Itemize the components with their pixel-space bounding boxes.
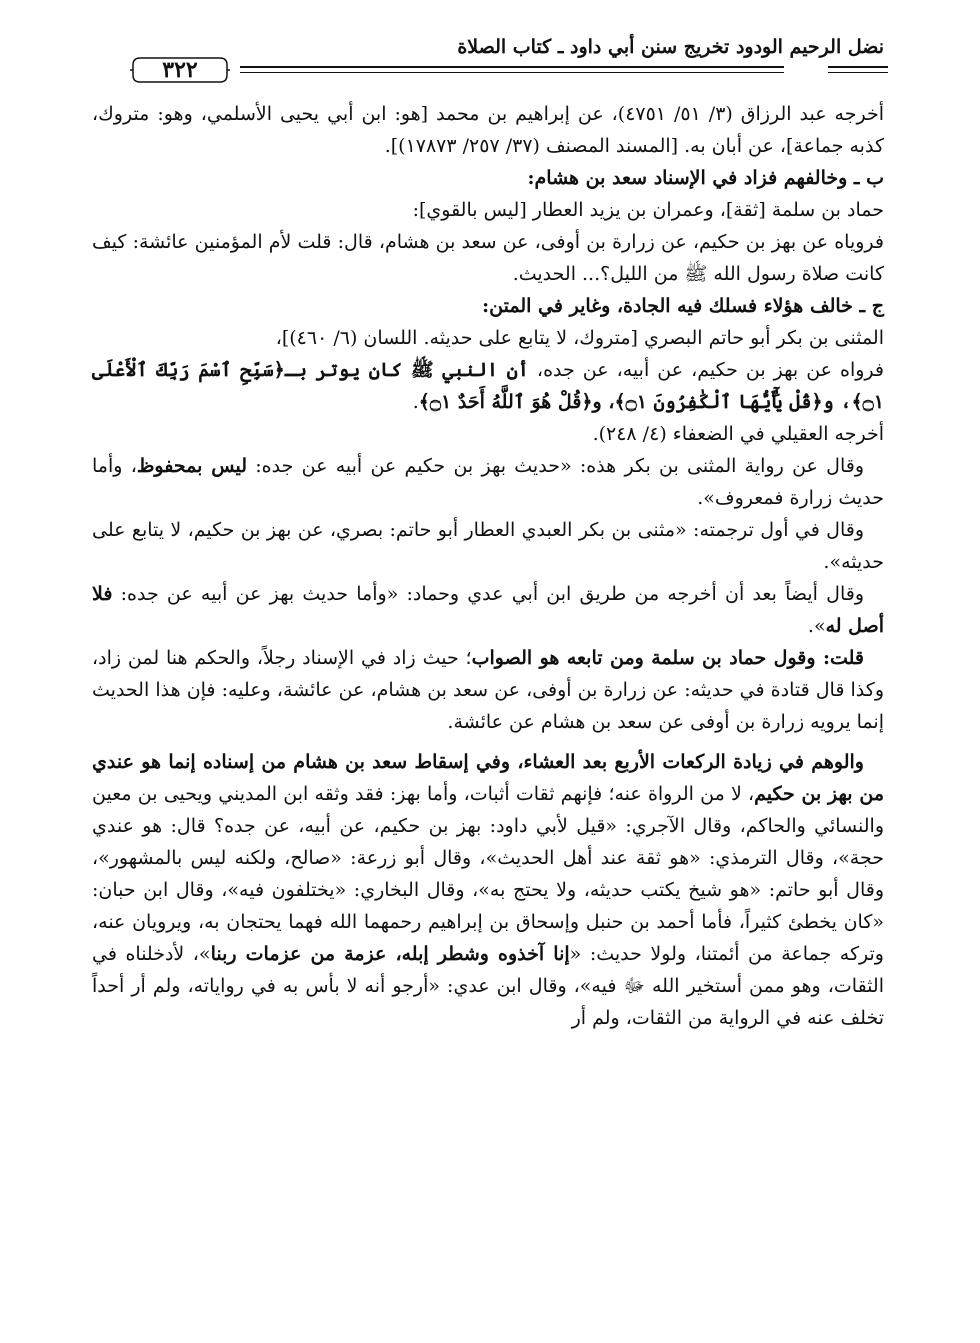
paragraph-takhrij-abdurrazzaq [92, 98, 884, 162]
paragraph-uqayli [92, 418, 884, 450]
text-run-bold: ليس بمحفوظ [136, 455, 247, 477]
header-rule-right-thin [828, 72, 888, 73]
paragraph-uqayli-qawl-3 [92, 578, 884, 642]
text-run: حماد بن سلمة [ثقة]، وعمران بن يزيد العطار [ليس بالقوي]: [412, 199, 884, 221]
paragraph-wahm-bahz [92, 746, 884, 1034]
paragraph-uqayli-qawl-2 [92, 514, 884, 578]
text-run: المثنى بن بكر أبو حاتم البصري [متروك، لا يتابع على حديثه. اللسان (٦/ ٤٦٠)]، [275, 327, 884, 349]
text-run: . [412, 391, 419, 413]
text-run: وقال في أول ترجمته: «مثنى بن بكر العبدي العطار أبو حاتم: بصري، عن بهز بن حكيم، لا يتابع على حديثه». [92, 519, 884, 573]
text-run-bold: والوهم في زيادة الركعات الأربع بعد العشاء، وفي إسقاط سعد بن هشام من إسناده إنما هو عندي من بهز بن حكيم [92, 751, 884, 805]
paragraph-qultu [92, 642, 884, 738]
text-run-bold: قلت: [815, 647, 865, 669]
text-run: ، لا من الرواة عنه؛ فإنهم ثقات أثبات، وأما بهز: فقد وثقه ابن المديني ويحيى بن معين والنسائي والحاكم، وقال الآجري: «قيل لأبي داود: بهز بن حكيم، عن أبيه، عن جده؟ قال: هو عندي حجة»، وقال الترمذي: «هو ثقة عند أهل الحديث»، وقال أبو زرعة: «صالح، ولكنه ليس بالمشهور»، وقال أبو حاتم: «هو شيخ يكتب حديثه، ولا يحتج به»، وقال البخاري: «يختلفون فيه»، وقال ابن حبان: «كان يخطئ كثيراً، فأما أحمد بن حنبل وإسحاق بن إبراهيم رحمهما الله فهما يحتجان به، ويرويان عنه، وتركه جماعة من أئمتنا، ولولا حديث: « [92, 783, 884, 965]
paragraph-muthanna [92, 322, 884, 354]
paragraph-witr-hadith [92, 354, 884, 418]
text-run: وقال عن رواية المثنى بن بكر هذه: «حديث بهز بن حكيم عن أبيه عن جده: [246, 455, 864, 477]
text-run: ج ـ خالف هؤلاء فسلك فيه الجادة، وغاير في المتن: [482, 295, 884, 317]
text-run: أخرجه العقيلي في الضعفاء (٤/ ٢٤٨). [592, 423, 884, 445]
text-run: ؛ حيث زاد في الإسناد رجلاً، والحكم هنا لمن زاد، وكذا قال قتادة في حديثه: عن زرارة بن أوفى، عن سعد بن هشام، عن عائشة، وعليه: فإن هذا الحديث إنما يرويه زرارة بن أوفى عن سعد بن هشام عن عائشة. [92, 647, 884, 733]
text-run: أخرجه عبد الرزاق (٣/ ٥١/ ٤٧٥١)، عن إبراهيم بن محمد [هو: ابن أبي يحيى الأسلمي، وهو: متروك، كذبه جماعة]، عن أبان به. [المسند المصنف (٣٧/ ٢٥٧/ ١٧٨٧٣)]. [92, 103, 884, 157]
text-run-bold: أن النبي ﷺ كان يوتر بـ﴿سَبِّحِ ٱسْمَ رَبِّكَ ٱلْأَعْلَى ۝١﴾، و﴿قُلْ يَٰٓأَيُّهَا ٱلْكَٰفِرُونَ ۝١﴾، و﴿قُلْ هُوَ ٱللَّهُ أَحَدٌ ۝١﴾ [92, 359, 884, 413]
text-run-bold: وقول حماد بن سلمة ومن تابعه هو الصواب [471, 647, 816, 669]
text-run: »، لأدخلناه في الثقات، وهو ممن أستخير الله ﷻ فيه»، وقال ابن عدي: «أرجو أنه لا بأس به في رواياته، ولم أر أحداً تخلف عنه في الرواية من الثقات، ولم أر [92, 943, 884, 1029]
text-run-bold: فلا أصل له [92, 583, 884, 637]
header-rule-left-thin [240, 72, 784, 73]
text-run: ب ـ وخالفهم فزاد في الإسناد سعد بن هشام: [527, 167, 884, 189]
text-run-bold: إنا آخذوه وشطر إبله، عزمة من عزمات ربنا [210, 943, 570, 965]
text-run: ، وأما حديث زرارة فمعروف». [92, 455, 884, 509]
header-rule-left [240, 66, 784, 68]
running-header-title: نضل الرحيم الودود تخريج سنن أبي داود ـ كتاب الصلاة [457, 36, 884, 58]
paragraph-uqayli-qawl-1 [92, 450, 884, 514]
text-run: ». [807, 615, 826, 637]
text-run: وقال أيضاً بعد أن أخرجه من طريق ابن أبي عدي وحماد: «وأما حديث بهز عن أبيه عن جده: [112, 583, 864, 605]
subheading-b [92, 162, 884, 194]
paragraph-narrators-hammad [92, 194, 884, 226]
subheading-j [92, 290, 884, 322]
text-run: فروياه عن بهز بن حكيم، عن زرارة بن أوفى، عن سعد بن هشام، قال: قلت لأم المؤمنين عائشة: كيف كانت صلاة رسول الله ﷺ من الليل؟... الحديث. [92, 231, 884, 285]
text-run: فرواه عن بهز بن حكيم، عن أبيه، عن جده، [528, 359, 884, 381]
page-number: ٣٢٢ [162, 57, 198, 83]
header-rule-right [828, 66, 888, 68]
body-text [92, 98, 884, 1034]
paragraph-riwaya-bahz [92, 226, 884, 290]
